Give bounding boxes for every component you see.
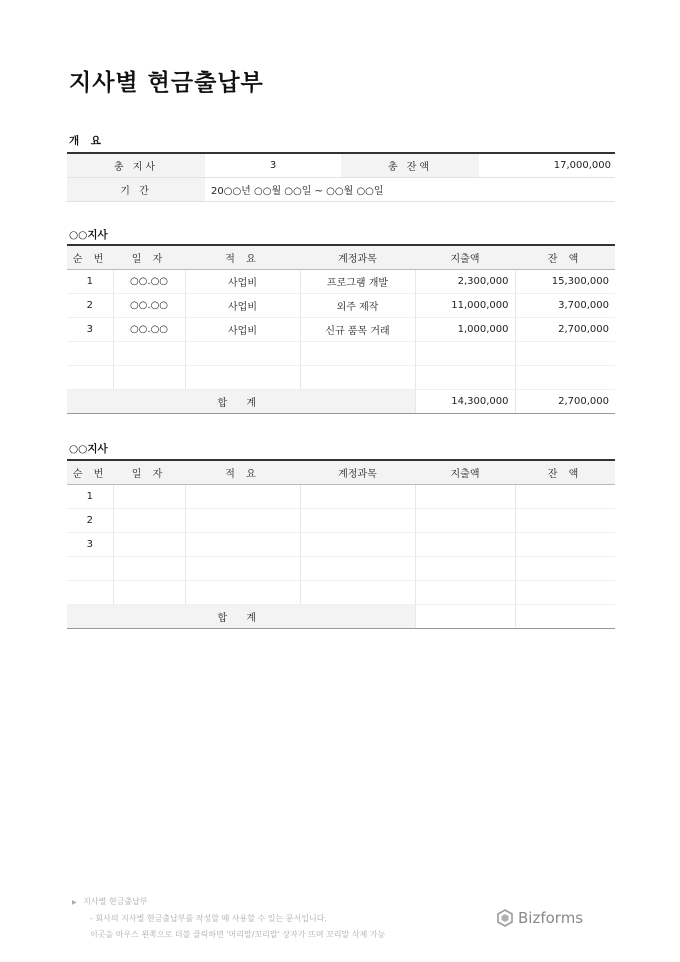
- branch2-label: ○○지사: [69, 443, 108, 455]
- bizforms-hexagon-icon: [496, 909, 514, 927]
- table-row: [67, 508, 615, 532]
- header-desc: 적 요: [185, 245, 300, 269]
- row-expense: [415, 580, 515, 604]
- row-desc: [185, 532, 300, 556]
- row-no: [67, 341, 113, 365]
- period-value: 20○○년 ○○월 ○○일 ~ ○○월 ○○일: [205, 177, 615, 201]
- row-account: 프로그램 개발: [300, 269, 415, 293]
- row-account: [300, 556, 415, 580]
- overview-row-period: [67, 177, 615, 201]
- row-balance: 3,700,000: [515, 293, 615, 317]
- table-row: [67, 556, 615, 580]
- row-date: [113, 484, 185, 508]
- row-no: [67, 556, 113, 580]
- row-balance: [515, 532, 615, 556]
- header-balance: 잔 액: [515, 460, 615, 484]
- row-expense: [415, 341, 515, 365]
- row-account: [300, 580, 415, 604]
- header-account: 계정과목: [300, 460, 415, 484]
- row-date: [113, 365, 185, 389]
- total-branches-value: 3: [205, 153, 341, 177]
- row-account: [300, 341, 415, 365]
- row-desc: [185, 508, 300, 532]
- branch1-header-row: [67, 245, 615, 269]
- row-account: [300, 365, 415, 389]
- row-expense: 11,000,000: [415, 293, 515, 317]
- table-row: [67, 484, 615, 508]
- row-no: [67, 365, 113, 389]
- total-label: 합 계: [67, 389, 415, 413]
- total-balance: [515, 604, 615, 628]
- row-desc: 사업비: [185, 293, 300, 317]
- row-no: 2: [67, 293, 113, 317]
- row-desc: [185, 580, 300, 604]
- footer-title: 지사별 현금출납부: [83, 897, 148, 906]
- total-balance-label: 총 잔액: [341, 153, 479, 177]
- row-expense: [415, 365, 515, 389]
- footer-title-line: [72, 894, 385, 911]
- row-balance: [515, 508, 615, 532]
- logo-text: Bizforms: [518, 909, 584, 927]
- row-date: ○○.○○: [113, 293, 185, 317]
- table-row: [67, 341, 615, 365]
- row-balance: [515, 341, 615, 365]
- row-desc: [185, 484, 300, 508]
- row-balance: [515, 484, 615, 508]
- row-expense: [415, 508, 515, 532]
- table-row: [67, 269, 615, 293]
- overview-table: [67, 152, 615, 202]
- row-account: [300, 484, 415, 508]
- row-desc: [185, 341, 300, 365]
- table-row: [67, 365, 615, 389]
- total-balance: 2,700,000: [515, 389, 615, 413]
- header-date: 일 자: [113, 460, 185, 484]
- branch1-label: ○○지사: [69, 229, 108, 241]
- footer-hint: 이곳을 마우스 왼쪽으로 더블 클릭하면 '머리말/꼬리말' 상자가 뜨며 꼬리말 삭제 가능: [90, 930, 386, 939]
- total-label: 합 계: [67, 604, 415, 628]
- row-balance: [515, 365, 615, 389]
- table-row: [67, 532, 615, 556]
- total-expense: [415, 604, 515, 628]
- row-expense: 1,000,000: [415, 317, 515, 341]
- row-no: 1: [67, 269, 113, 293]
- row-expense: [415, 484, 515, 508]
- header-expense: 지출액: [415, 460, 515, 484]
- table-row: [67, 293, 615, 317]
- row-date: [113, 532, 185, 556]
- header-no: 순 번: [67, 245, 113, 269]
- row-date: ○○.○○: [113, 269, 185, 293]
- row-no: [67, 580, 113, 604]
- total-branches-label: 총 지사: [67, 153, 205, 177]
- row-account: [300, 508, 415, 532]
- header-expense: 지출액: [415, 245, 515, 269]
- footer-description: - 회사의 지사별 현금출납부를 작성할 때 사용할 수 있는 문서입니다.: [90, 914, 327, 923]
- row-account: 신규 품목 거래: [300, 317, 415, 341]
- total-balance-value: 17,000,000: [479, 153, 615, 177]
- row-expense: [415, 556, 515, 580]
- row-desc: [185, 556, 300, 580]
- row-expense: 2,300,000: [415, 269, 515, 293]
- branch2-table: [67, 459, 615, 629]
- row-date: [113, 341, 185, 365]
- total-row: [67, 389, 615, 413]
- row-balance: 15,300,000: [515, 269, 615, 293]
- row-desc: 사업비: [185, 317, 300, 341]
- row-no: 3: [67, 532, 113, 556]
- triangle-bullet-icon: ▶: [72, 899, 77, 906]
- row-no: 2: [67, 508, 113, 532]
- branch1-table: [67, 244, 615, 414]
- row-account: 외주 제작: [300, 293, 415, 317]
- overview-row-branches: [67, 153, 615, 177]
- bizforms-logo: [496, 909, 583, 927]
- row-desc: [185, 365, 300, 389]
- row-account: [300, 532, 415, 556]
- period-label: 기 간: [67, 177, 205, 201]
- header-no: 순 번: [67, 460, 113, 484]
- table-row: [67, 580, 615, 604]
- row-balance: 2,700,000: [515, 317, 615, 341]
- row-no: 1: [67, 484, 113, 508]
- total-expense: 14,300,000: [415, 389, 515, 413]
- branch2-header-row: [67, 460, 615, 484]
- row-desc: 사업비: [185, 269, 300, 293]
- row-date: [113, 580, 185, 604]
- header-account: 계정과목: [300, 245, 415, 269]
- row-no: 3: [67, 317, 113, 341]
- document-title: 지사별 현금출납부: [69, 70, 264, 96]
- overview-label: 개 요: [69, 135, 105, 147]
- table-row: [67, 317, 615, 341]
- row-expense: [415, 532, 515, 556]
- document-footer[interactable]: [72, 894, 385, 943]
- row-date: [113, 556, 185, 580]
- header-balance: 잔 액: [515, 245, 615, 269]
- row-balance: [515, 580, 615, 604]
- row-date: ○○.○○: [113, 317, 185, 341]
- header-date: 일 자: [113, 245, 185, 269]
- row-date: [113, 508, 185, 532]
- total-row: [67, 604, 615, 628]
- header-desc: 적 요: [185, 460, 300, 484]
- row-balance: [515, 556, 615, 580]
